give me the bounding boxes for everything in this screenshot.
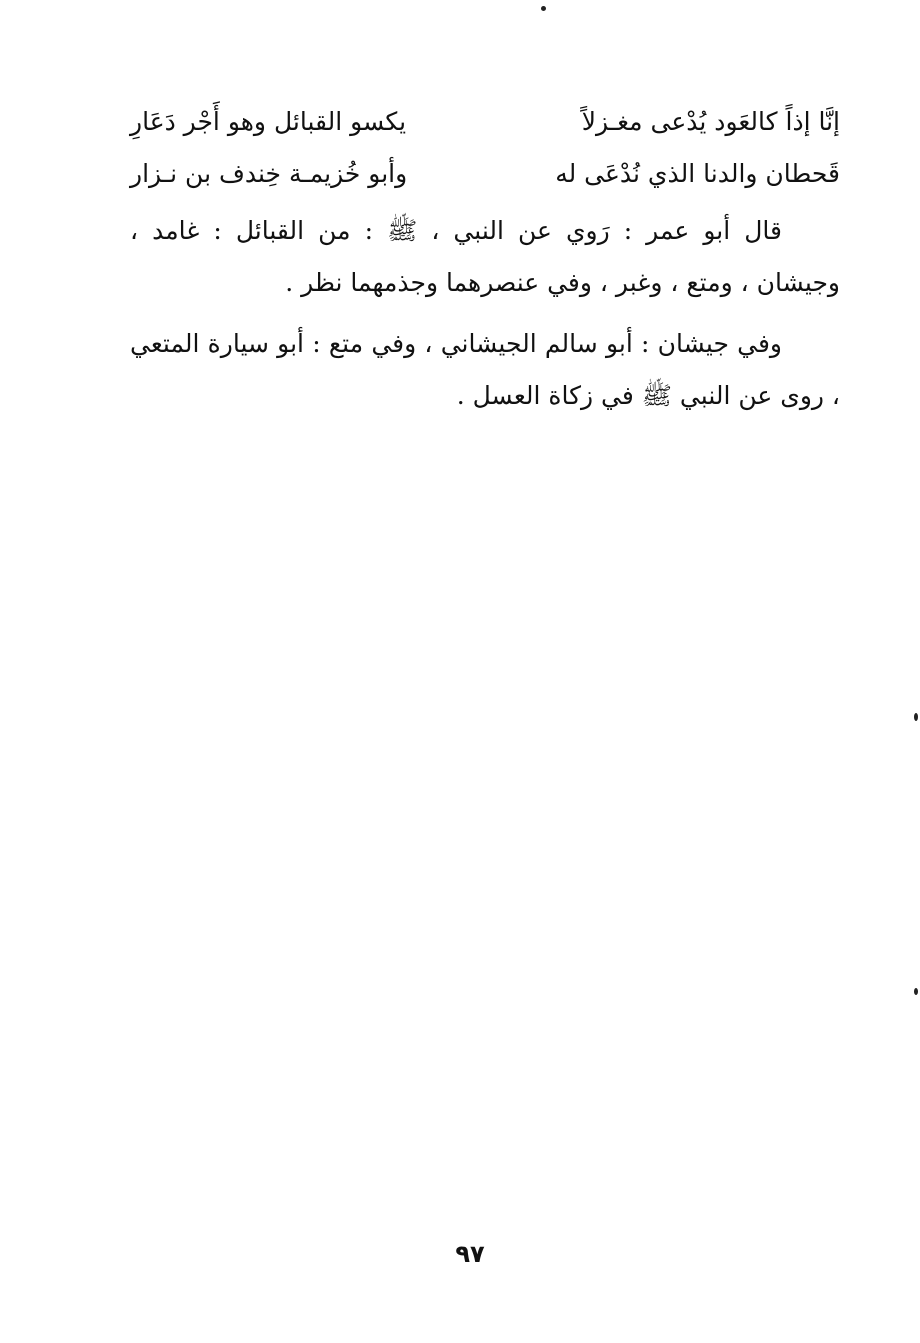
verse-line-1 (130, 96, 840, 148)
verse-line-2-first-hemistich: قَحطان والدنا الذي نُدْعَى له (555, 159, 840, 188)
paragraph-2-text: وفي جيشان : أبو سالم الجيشاني ، وفي متع : أبو سيارة المتعي ، روى عن النبي ﷺ في زكاة العسل . (130, 329, 840, 410)
scan-speck-right-2 (914, 988, 918, 995)
scan-speck-top (541, 6, 546, 11)
poem-verses (130, 96, 840, 200)
verse-line-1-first-hemistich: إنَّا إذاً كالعَود يُدْعى مغـزلاً (581, 107, 840, 136)
verse-line-2-second-hemistich: وأبو خُزيمـة خِندف بن نـزار (130, 159, 408, 188)
paragraph-1-text: قال أبو عمر : رَوي عن النبي ، ﷺ : من القبائل : غامد ، وجيشان ، ومتع ، وغبر ، وفي عنصرهما وجذمهما نظر . (130, 216, 840, 297)
paragraph-2 (130, 318, 840, 422)
verse-line-2 (130, 148, 840, 200)
paragraph-1 (130, 205, 840, 309)
verse-line-1-second-hemistich: يكسو القبائل وهو أَجْر دَعَارِ (130, 107, 407, 136)
scan-speck-right-1 (914, 713, 918, 721)
page-number: ٩٧ (455, 1240, 485, 1268)
